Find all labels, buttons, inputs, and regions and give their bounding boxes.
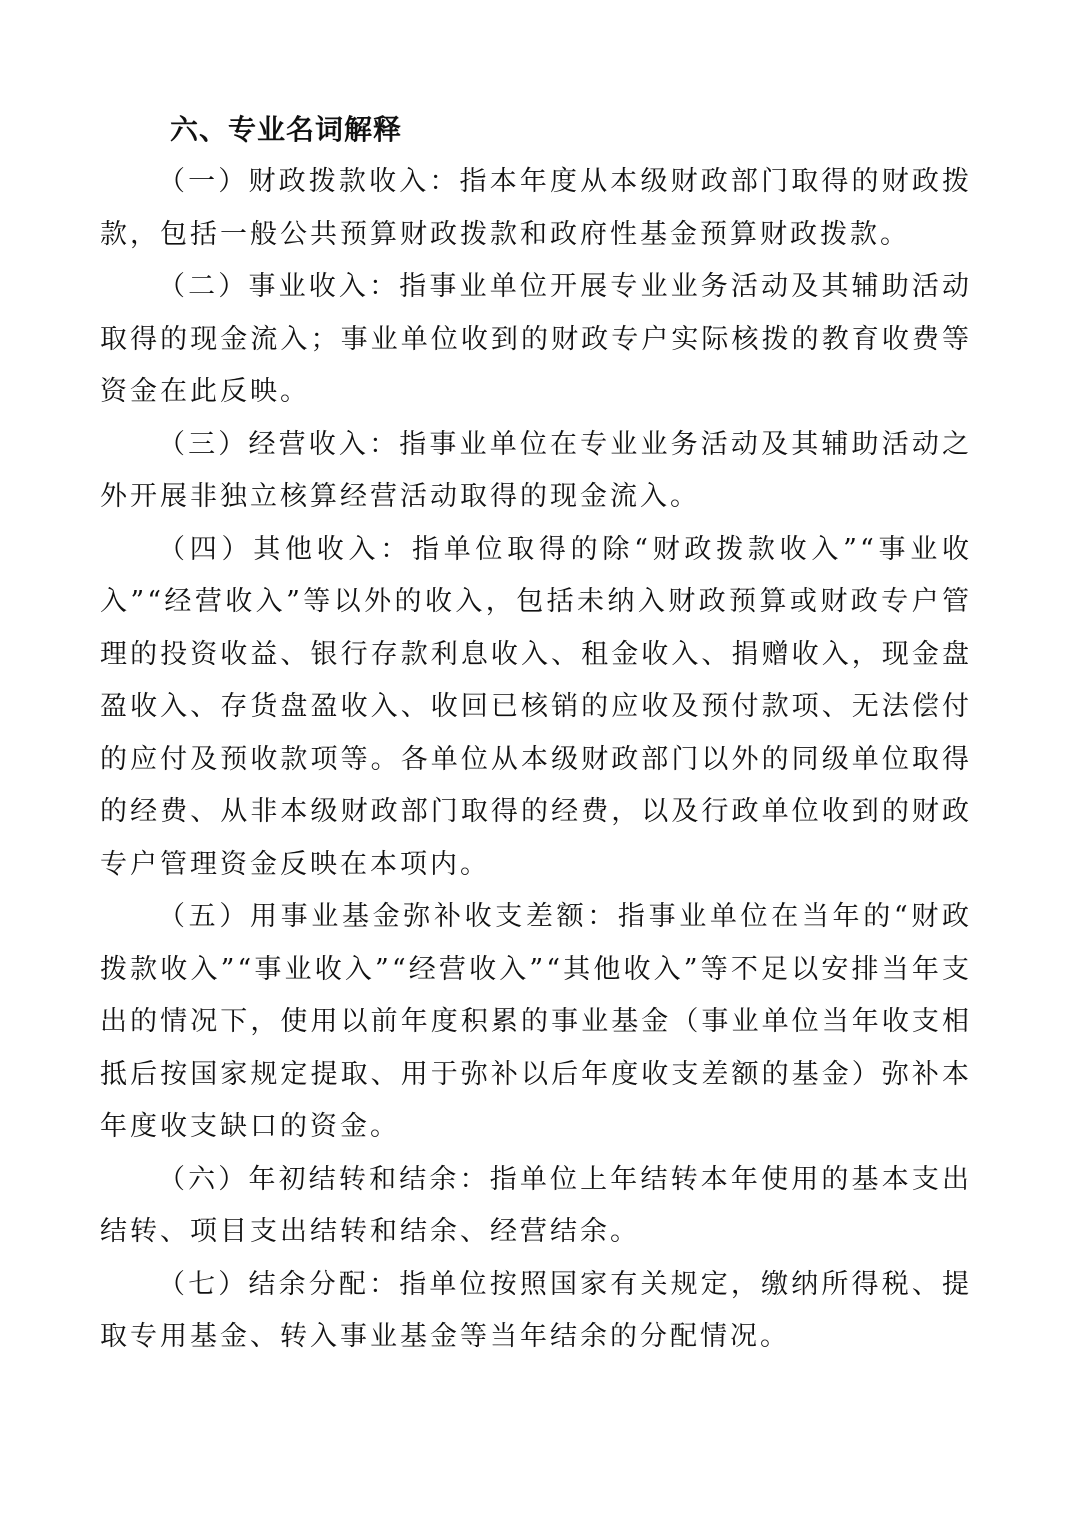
paragraph-carryover-balance: （六）年初结转和结余：指单位上年结转本年使用的基本支出结转、项目支出结转和结余、经营结余。 [100, 1163, 972, 1247]
paragraph-fiscal-appropriation-income: （一）财政拨款收入：指本年度从本级财政部门取得的财政拨款，包括一般公共预算财政拨款和政府性基金预算财政拨款。 [100, 166, 972, 250]
paragraph-other-income: （四）其他收入：指单位取得的除“财政拨款收入”“事业收入”“经营收入”等以外的收入，包括未纳入财政预算或财政专户管理的投资收益、银行存款利息收入、租金收入、捐赠收入，现金盘盈收入、存货盘盈收入、收回已核销的应收及预付款项、无法偿付的应付及预收款项等。各单位从本级财政部门以外的同级单位取得的经费、从非本级财政部门取得的经费，以及行政单位收到的财政专户管理资金反映在本项内。 [100, 533, 972, 880]
paragraph-business-fund-offset: （五）用事业基金弥补收支差额：指事业单位在当年的“财政拨款收入”“事业收入”“经营收入”“其他收入”等不足以安排当年支出的情况下，使用以前年度积累的事业基金（事业单位当年收支相抵后按国家规定提取、用于弥补以后年度收支差额的基金）弥补本年度收支缺口的资金。 [100, 901, 972, 1142]
section-heading: 六、专业名词解释 [170, 113, 403, 146]
document-page [100, 104, 972, 1364]
paragraph-business-income: （二）事业收入：指事业单位开展专业业务活动及其辅助活动取得的现金流入；事业单位收到的财政专户实际核拨的教育收费等资金在此反映。 [100, 271, 972, 407]
paragraph-operating-income: （三）经营收入：指事业单位在专业业务活动及其辅助活动之外开展非独立核算经营活动取得的现金流入。 [100, 428, 972, 512]
paragraph-surplus-distribution: （七）结余分配：指单位按照国家有关规定，缴纳所得税、提取专用基金、转入事业基金等当年结余的分配情况。 [100, 1268, 972, 1352]
